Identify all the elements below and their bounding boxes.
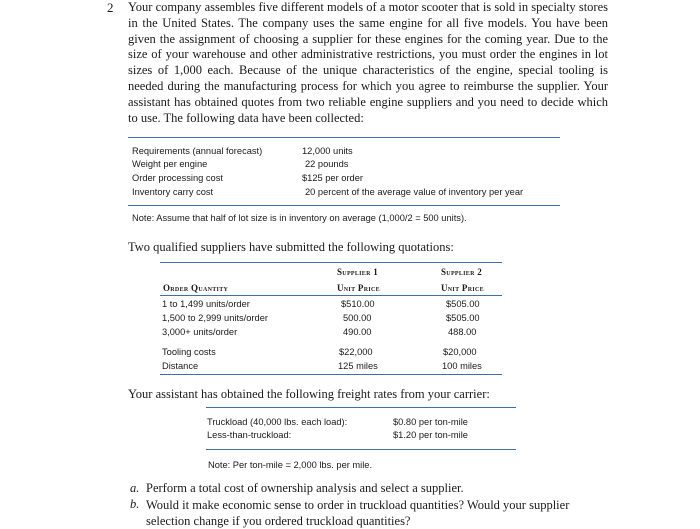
- note-freight: Note: Per ton-mile = 2,000 lbs. per mile.: [208, 460, 373, 470]
- question-letter: b.: [130, 497, 140, 511]
- requirement-value: 20 percent of the average value of inventory per year: [305, 187, 524, 197]
- table-rule-top: [160, 262, 502, 263]
- extra-row-s1: 125 miles: [338, 361, 378, 371]
- requirement-label: Order processing cost: [132, 173, 223, 183]
- row-qty: 3,000+ units/order: [162, 327, 238, 337]
- problem-text: Your company assembles five different models of a motor scooter that is sold in specialty stores in the United States. The company uses the same engine for all five models. You have been given the assignment of choosing a supplier for these engines for the coming year. Due to the size of your warehouse and other administrative restrictions, you must order the engines in lot sizes of 1,000 each. Because of the unique characteristics of the engine, special tooling is needed during the manufacturing process for which you agree to reimburse the supplier. Your assistant has obtained quotes from two reliable engine suppliers and you need to decide which to use. The following data have been collected:: [128, 0, 608, 125]
- freight-intro: Your assistant has obtained the following freight rates from your carrier:: [128, 387, 490, 401]
- freight-label: Truckload (40,000 lbs. each load):: [207, 417, 348, 427]
- col-supplier1-line1: Supplier 1: [337, 267, 379, 277]
- problem-number: 2: [107, 0, 114, 15]
- freight-label: Less-than-truckload:: [207, 430, 292, 440]
- requirement-label: Requirements (annual forecast): [132, 146, 263, 156]
- extra-row-label: Tooling costs: [162, 347, 216, 357]
- question-text: Perform a total cost of ownership analysis and select a supplier.: [146, 481, 464, 495]
- quotations-intro: Two qualified suppliers have submitted the following quotations:: [128, 240, 454, 254]
- col-supplier2-line1: Supplier 2: [441, 267, 483, 277]
- requirement-value: 12,000 units: [302, 146, 353, 156]
- requirement-value: 22 pounds: [305, 159, 349, 169]
- divider-top: [128, 137, 560, 138]
- extra-row-s2: $20,000: [443, 347, 477, 357]
- note-inventory: Note: Assume that half of lot size is in inventory on average (1,000/2 = 500 units).: [132, 213, 467, 223]
- extra-row-label: Distance: [162, 361, 199, 371]
- extra-row-s1: $22,000: [339, 347, 373, 357]
- row-s2: 488.00: [448, 327, 477, 337]
- freight-value: $0.80 per ton-mile: [393, 417, 468, 427]
- freight-rule-bottom: [206, 449, 516, 450]
- requirement-label: Inventory carry cost: [132, 187, 214, 197]
- col-supplier2-line2: Unit Price: [441, 283, 484, 293]
- row-qty: 1 to 1,499 units/order: [162, 299, 250, 309]
- table-rule-bottom: [160, 374, 502, 375]
- requirement-value: $125 per order: [302, 173, 363, 183]
- row-s1: 490.00: [343, 327, 372, 337]
- extra-row-s2: 100 miles: [442, 361, 482, 371]
- question-letter: a.: [130, 481, 140, 495]
- requirement-label: Weight per engine: [132, 159, 208, 169]
- col-order-quantity: Order Quantity: [163, 283, 229, 293]
- freight-rule-top: [206, 407, 516, 408]
- table-header-rule: [160, 295, 502, 296]
- divider-mid: [128, 205, 560, 206]
- row-s2: $505.00: [446, 313, 480, 323]
- row-s1: 500.00: [343, 313, 372, 323]
- row-s1: $510.00: [341, 299, 375, 309]
- col-supplier1-line2: Unit Price: [337, 283, 380, 293]
- freight-value: $1.20 per ton-mile: [393, 430, 468, 440]
- row-s2: $505.00: [446, 299, 480, 309]
- question-text: Would it make economic sense to order in truckload quantities? Would your supplier selection change if you ordered truckload quantities?: [146, 498, 570, 528]
- row-qty: 1,500 to 2,999 units/order: [162, 313, 268, 323]
